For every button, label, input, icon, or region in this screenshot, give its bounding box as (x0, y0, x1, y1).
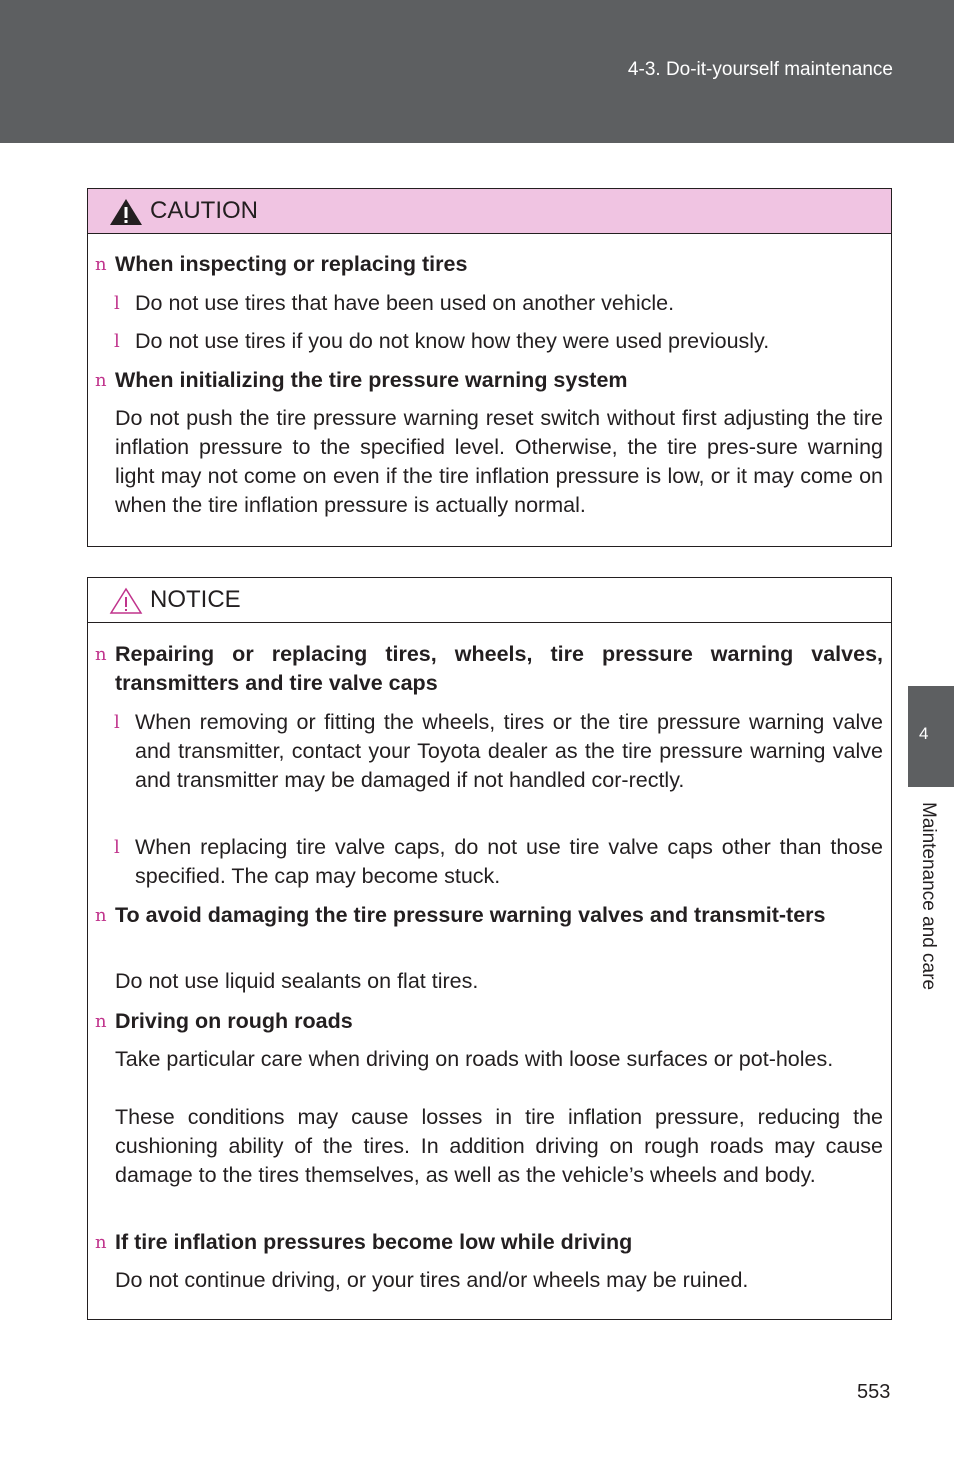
bullet-marker: l (114, 837, 120, 858)
section-heading: To avoid damaging the tire pressure warning valves and transmit-ters (115, 903, 826, 927)
caution-header (88, 189, 891, 234)
section-paragraph: These conditions may cause losses in tire inflation pressure, reducing the cushioning ability of the tires. In addition driving on rough roads may cause damage to the tires themselves, as well as the vehicle’s wheels and body. (115, 1105, 883, 1187)
bullet-marker: l (114, 331, 120, 352)
page-header (0, 0, 954, 143)
caution-label: CAUTION (150, 197, 258, 224)
section-paragraph: Do not continue driving, or your tires and/or wheels may be ruined. (115, 1268, 749, 1292)
bullet-text: When removing or fitting the wheels, tires or the tire pressure warning valve and transmitter, contact your Toyota dealer as the tire pressure warning valve and transmitter may be damaged if not handled cor-rectly. (135, 710, 883, 792)
section-heading: If tire inflation pressures become low while driving (115, 1230, 633, 1254)
section-heading: When initializing the tire pressure warning system (115, 368, 628, 392)
section-marker: n (95, 254, 107, 275)
section-heading: Repairing or replacing tires, wheels, tire pressure warning valves, transmitters and tire valve caps (115, 642, 883, 695)
bullet-text: Do not use tires that have been used on another vehicle. (135, 291, 675, 315)
bullet-text: When replacing tire valve caps, do not use tire valve caps other than those specified. The cap may become stuck. (135, 835, 883, 888)
section-marker: n (95, 370, 107, 391)
chapter-label: Maintenance and care (918, 802, 939, 991)
section-paragraph: Take particular care when driving on roads with loose surfaces or pot-holes. (115, 1047, 834, 1071)
section-paragraph: Do not push the tire pressure warning reset switch without first adjusting the tire inflation pressure to the specified level. Otherwise, the tire pres-sure warning light may not come on even if the tire inflation pressure is low, or it may come on when the tire inflation pressure is actually normal. (115, 406, 883, 517)
section-title: 4-3. Do-it-yourself maintenance (627, 59, 893, 80)
section-marker: n (95, 905, 107, 926)
section-marker: n (95, 1232, 107, 1253)
chapter-number: 4 (919, 724, 929, 743)
caution-box (87, 188, 892, 547)
section-marker: n (95, 1011, 107, 1032)
chapter-tab (908, 686, 954, 787)
notice-label: NOTICE (150, 586, 241, 613)
bullet-marker: l (114, 712, 120, 733)
notice-box (87, 577, 892, 1320)
page-number: 553 (857, 1381, 891, 1403)
bullet-text: Do not use tires if you do not know how they were used previously. (135, 329, 770, 353)
warning-triangle-icon (109, 198, 143, 226)
section-heading: Driving on rough roads (115, 1009, 353, 1033)
section-marker: n (95, 644, 107, 665)
notice-header (88, 578, 891, 623)
section-heading: When inspecting or replacing tires (115, 252, 468, 276)
section-paragraph: Do not use liquid sealants on flat tires. (115, 969, 479, 993)
bullet-marker: l (114, 293, 120, 314)
warning-outline-icon (109, 587, 143, 615)
